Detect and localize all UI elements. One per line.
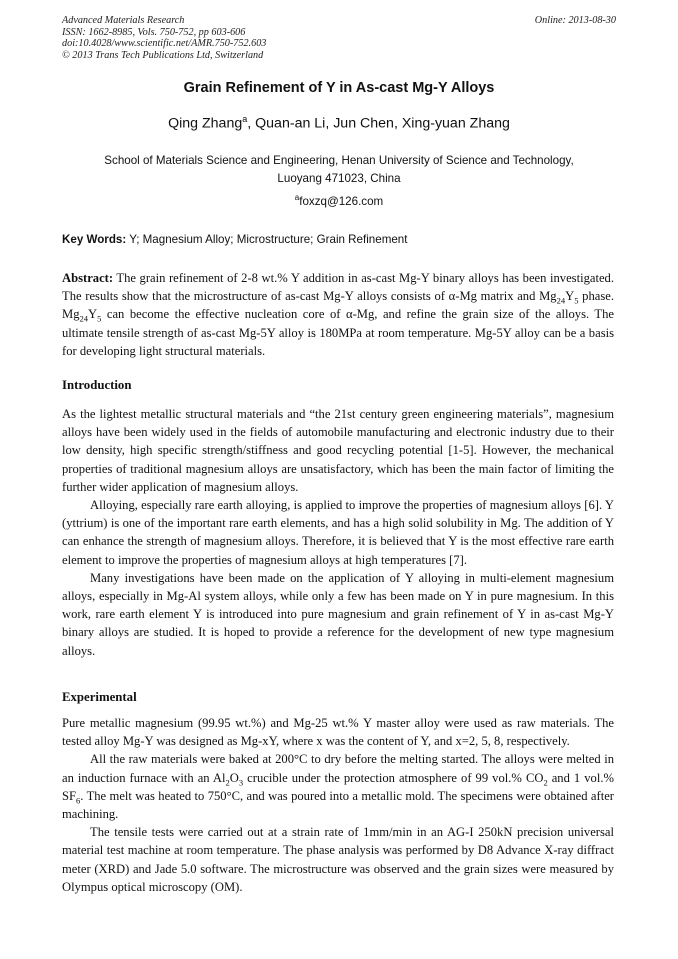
journal-header (62, 15, 616, 61)
author-affil-mark: a (242, 114, 248, 124)
affiliation-line-1: School of Materials Science and Engineering, Henan University of Science and Technology, (104, 154, 574, 167)
intro-paragraph-2: Alloying, especially rare earth alloying, is applied to improve the properties of magnesium alloys [6]. Y (yttrium) is one of the important rare earth elements, and has a high solid solubility in Mg. The addition of Y can enhance the strength of magnesium alloys. Therefore, it is believed that Y is the most effective rare earth element to improve the properties of magnesium alloys at high temperatures [7]. (62, 498, 614, 567)
exp-paragraph-3: The tensile tests were carried out at a strain rate of 1mm/min in an AG-I 250kN precision universal material test machine at room temperature. The phase analysis was performed by D8 Advance X-ray diffract meter (XRD) and Jade 5.0 software. The microstructure was observed and the grain sizes were measured by Olympus optical microscopy (OM). (62, 825, 614, 894)
exp-p2-sub-3: 2 (543, 777, 548, 788)
other-authors: , Quan-an Li, Jun Chen, Xing-yuan Zhang (247, 115, 510, 132)
abstract-text-5: can become the effective nucleation core of α-Mg, and refine the grain size of the alloys. The ultimate tensile strength of as-cast Mg-5Y alloy is 180MPa at room temperature. Mg-5Y alloy can be a basis for developing light structural materials. (62, 307, 614, 358)
affiliation (62, 152, 616, 188)
email-address[interactable]: foxzq@126.com (299, 194, 384, 208)
exp-p2-sub-1: 2 (225, 777, 230, 788)
journal-copyright: © 2013 Trans Tech Publications Ltd, Switzerland (62, 49, 264, 61)
affiliation-line-2: Luoyang 471023, China (277, 172, 401, 185)
abstract-label: Abstract: (62, 271, 114, 285)
first-author: Qing Zhang (168, 115, 243, 132)
experimental-body (62, 714, 614, 896)
exp-p2-sub-4: 6 (76, 795, 81, 806)
journal-issn: ISSN: 1662-8985, Vols. 750-752, pp 603-606 (62, 26, 246, 38)
keywords-text: Y; Magnesium Alloy; Microstructure; Grain Refinement (126, 233, 408, 246)
exp-p2-sub-2: 3 (238, 777, 244, 788)
abstract-sub-3: 24 (79, 313, 88, 324)
intro-paragraph-3: Many investigations have been made on the application of Y alloying in multi-element magnesium alloys, especially in Mg-Al system alloys, while only a few has been made on Y in pure magnesium. In this work, rare earth element Y is introduced into pure magnesium and grain refinement of Y in as-cast Mg-Y binary alloys are studied. It is hoped to provide a reference for the development of new type magnesium alloys. (62, 570, 614, 658)
abstract-sub-1: 24 (556, 295, 566, 306)
intro-paragraph-1: As the lightest metallic structural materials and “the 21st century green engineering materials”, magnesium alloys have been widely used in the fields of automobile manufacturing and electronic industry due to their low density, high specific strength/stiffness and good recycling potential [1-5]. However, the mechanical properties of traditional magnesium alloys are unsatisfactory, which has been the main factor of limiting the further wider application of magnesium alloys. (62, 407, 614, 494)
abstract-text-4: Y (88, 307, 98, 322)
abstract-text-2: Y (565, 289, 575, 304)
experimental-heading: Experimental (62, 690, 137, 704)
paper-title: Grain Refinement of Y in As-cast Mg-Y Alloys (183, 80, 495, 96)
author-list (62, 114, 616, 132)
keywords-label: Key Words: (62, 233, 127, 246)
introduction-body (62, 405, 614, 660)
keywords (62, 233, 616, 246)
exp-p2-text-c: crucible under the protection atmosphere of 99 vol.% CO (243, 770, 544, 785)
abstract-sub-2: 5 (574, 295, 579, 306)
exp-p2-text-d: and 1 vol.% SF (62, 770, 614, 803)
abstract-sub-4: 5 (97, 313, 102, 324)
email-mark: a (294, 193, 300, 202)
journal-name: Advanced Materials Research (62, 15, 185, 26)
journal-doi: doi:10.4028/www.scientific.net/AMR.750-752.603 (62, 38, 267, 50)
author-email (62, 193, 616, 208)
exp-p2-text-b: O (229, 770, 239, 785)
abstract-text-1: The grain refinement of 2-8 wt.% Y addition in as-cast Mg-Y binary alloys has been investigated. The results show that the microstructure of as-cast Mg-Y alloys consists of α-Mg matrix and Mg (62, 271, 614, 304)
exp-paragraph-1: Pure metallic magnesium (99.95 wt.%) and Mg-25 wt.% Y master alloy were used as raw materials. The tested alloy Mg-Y was designed as Mg-xY, where x was the content of Y, and x=2, 5, 8, respectively. (62, 716, 614, 749)
online-date: Online: 2013-08-30 (534, 15, 616, 26)
exp-paragraph-2 (62, 750, 614, 823)
exp-p2-text-e: . The melt was heated to 750°C, and was poured into a metallic mold. The specimens were obtained after machining. (62, 788, 614, 822)
introduction-heading: Introduction (62, 378, 132, 392)
abstract (62, 269, 614, 360)
abstract-text-3: phase. Mg (62, 289, 614, 322)
exp-p2-text-a: All the raw materials were baked at 200°C to dry before the melting started. The alloys were melted in an induction furnace with an Al (62, 752, 614, 785)
